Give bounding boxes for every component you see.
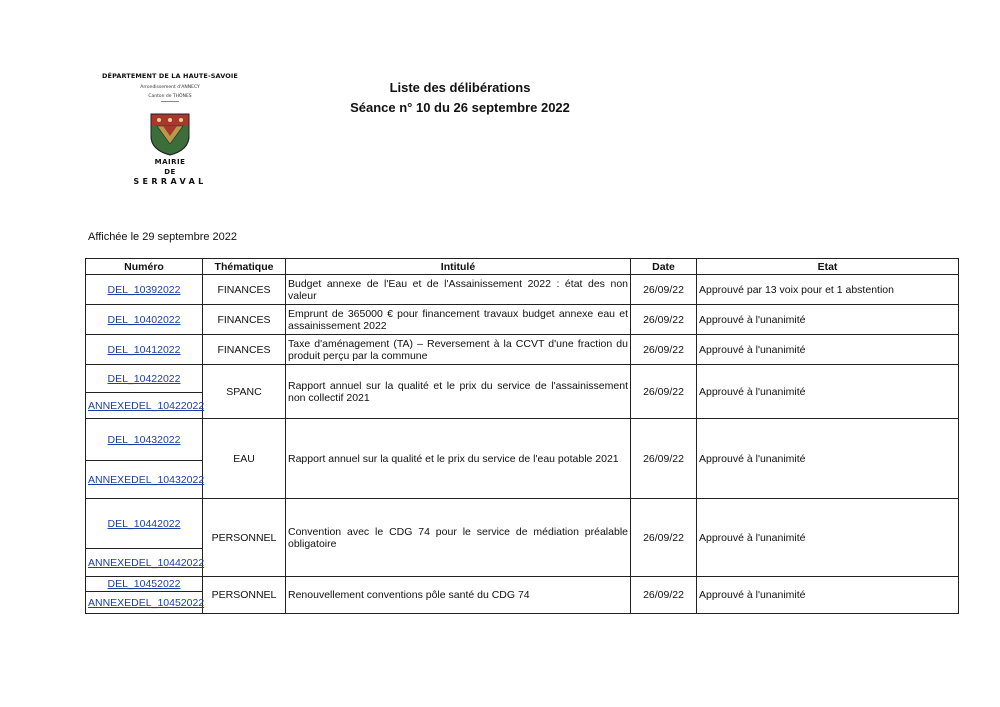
etat-cell: Approuvé à l'unanimité: [697, 305, 959, 335]
deliberation-link[interactable]: DEL_10392022: [107, 283, 181, 296]
title-line-2: Séance n° 10 du 26 septembre 2022: [350, 100, 570, 115]
intitule-cell: Rapport annuel sur la qualité et le prix du service de l'assainissement non collectif 2021: [286, 365, 631, 419]
header-etat: Etat: [697, 259, 959, 275]
etat-cell: Approuvé à l'unanimité: [697, 577, 959, 614]
commune-name: SERRAVAL: [133, 177, 207, 186]
intitule-cell: Rapport annuel sur la qualité et le prix du service de l'eau potable 2021: [286, 419, 631, 499]
etat-cell: Approuvé à l'unanimité: [697, 365, 959, 419]
page-title: [320, 78, 600, 118]
table-row: [86, 577, 959, 592]
table-header-row: [86, 259, 959, 275]
header-divider: [161, 101, 179, 102]
posted-date: Affichée le 29 septembre 2022: [88, 231, 238, 243]
date-cell: 26/09/22: [631, 577, 697, 614]
deliberation-link[interactable]: DEL_10422022: [107, 372, 181, 385]
etat-cell: Approuvé par 13 voix pour et 1 abstention: [697, 275, 959, 305]
thematique-cell: FINANCES: [203, 335, 286, 365]
date-cell: 26/09/22: [631, 305, 697, 335]
mairie-label: MAIRIE: [154, 158, 186, 166]
intitule-cell: Renouvellement conventions pôle santé du CDG 74: [286, 577, 631, 614]
date-cell: 26/09/22: [631, 419, 697, 499]
table-row: [86, 419, 959, 461]
etat-cell: Approuvé à l'unanimité: [697, 419, 959, 499]
thematique-cell: SPANC: [203, 365, 286, 419]
deliberations-table: [85, 258, 959, 614]
date-cell: 26/09/22: [631, 499, 697, 577]
commune-header: [100, 72, 240, 186]
intitule-cell: Emprunt de 365000 € pour financement travaux budget annexe eau et assainissement 2022: [286, 305, 631, 335]
deliberation-link[interactable]: DEL_10402022: [107, 313, 181, 326]
etat-cell: Approuvé à l'unanimité: [697, 499, 959, 577]
date-cell: 26/09/22: [631, 335, 697, 365]
header-intitule: Intitulé: [286, 259, 631, 275]
table-row: [86, 365, 959, 393]
arrondissement-label: Arrondissement d'ANNECY: [140, 85, 200, 90]
annexe-link[interactable]: ANNEXEDEL_10432022: [88, 473, 205, 486]
header-date: Date: [631, 259, 697, 275]
department-label: DÉPARTEMENT DE LA HAUTE-SAVOIE: [102, 72, 238, 80]
canton-label: Canton de THÔNES: [148, 94, 192, 99]
intitule-cell: Convention avec le CDG 74 pour le service de médiation préalable obligatoire: [286, 499, 631, 577]
annexe-link[interactable]: ANNEXEDEL_10452022: [88, 596, 205, 609]
thematique-cell: PERSONNEL: [203, 499, 286, 577]
intitule-cell: Taxe d'aménagement (TA) – Reversement à la CCVT d'une fraction du produit perçu par la commune: [286, 335, 631, 365]
etat-cell: Approuvé à l'unanimité: [697, 335, 959, 365]
date-cell: 26/09/22: [631, 365, 697, 419]
thematique-cell: FINANCES: [203, 275, 286, 305]
intitule-cell: Budget annexe de l'Eau et de l'Assainissement 2022 : état des non valeur: [286, 275, 631, 305]
table-row: [86, 275, 959, 305]
thematique-cell: EAU: [203, 419, 286, 499]
deliberation-link[interactable]: DEL_10432022: [107, 433, 181, 446]
thematique-cell: PERSONNEL: [203, 577, 286, 614]
coat-of-arms-icon: [149, 112, 191, 156]
annexe-link[interactable]: ANNEXEDEL_10422022: [88, 399, 205, 412]
table-row: [86, 499, 959, 549]
header-numero: Numéro: [86, 259, 203, 275]
annexe-link[interactable]: ANNEXEDEL_10442022: [88, 556, 205, 569]
thematique-cell: FINANCES: [203, 305, 286, 335]
title-line-1: Liste des délibérations: [389, 80, 531, 95]
date-cell: 26/09/22: [631, 275, 697, 305]
table-row: [86, 305, 959, 335]
deliberation-link[interactable]: DEL_10452022: [107, 578, 181, 590]
deliberation-link[interactable]: DEL_10442022: [107, 517, 181, 530]
table-row: [86, 335, 959, 365]
header-thematique: Thématique: [203, 259, 286, 275]
deliberation-link[interactable]: DEL_10412022: [107, 343, 181, 356]
mairie-de-label: DE: [164, 168, 176, 176]
